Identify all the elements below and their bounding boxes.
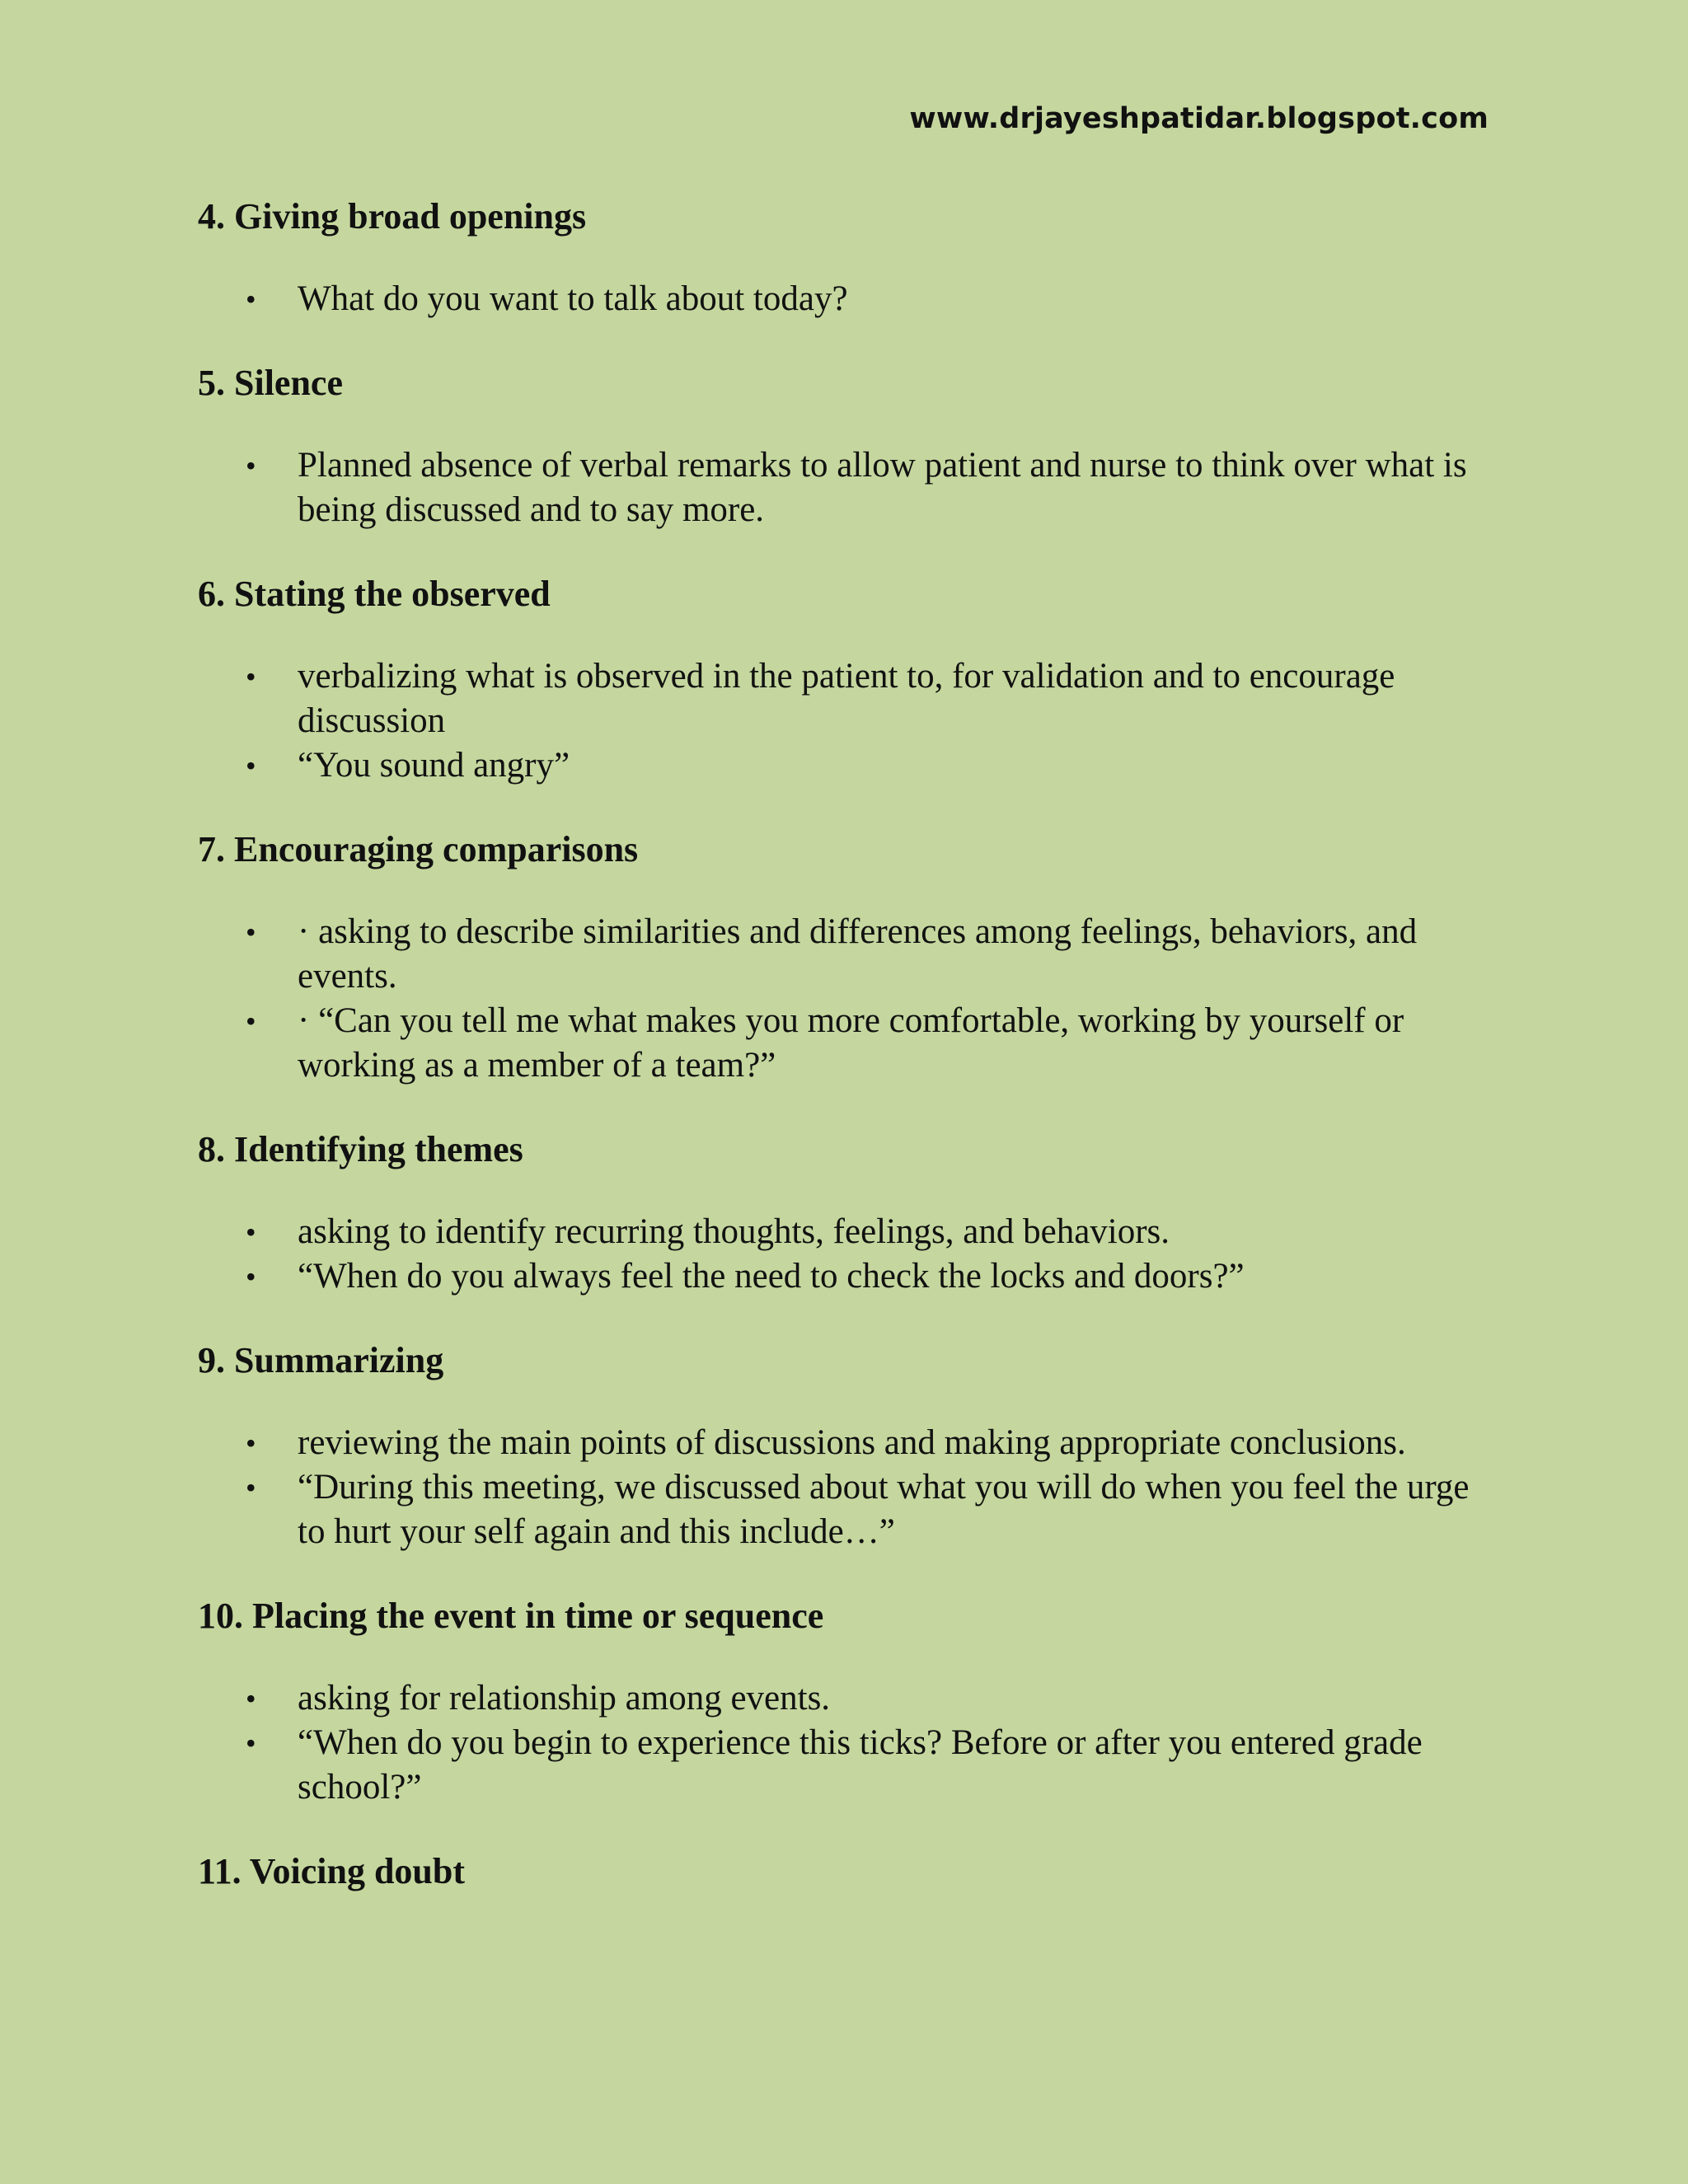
bullet-list (198, 443, 1484, 532)
list-item (246, 277, 1484, 321)
bullet-list (198, 277, 1484, 321)
section-encouraging-comparisons (198, 827, 1484, 1088)
bullet-icon: • (246, 1260, 256, 1293)
bullet-list (198, 1676, 1484, 1810)
list-item-text: asking to identify recurring thoughts, feelings, and behaviors. (298, 1212, 1170, 1251)
section-heading: 11. Voicing doubt (198, 1851, 466, 1891)
bullet-icon: • (246, 749, 256, 782)
section-voicing-doubt (198, 1849, 1484, 1894)
list-item-text: “When do you begin to experience this ticks? Before or after you entered grade school?” (298, 1723, 1423, 1807)
section-heading: 5. Silence (198, 363, 343, 403)
list-item (246, 910, 1484, 999)
section-heading: 10. Placing the event in time or sequence (198, 1596, 824, 1636)
section-stating-the-observed (198, 572, 1484, 788)
list-item (246, 1465, 1484, 1554)
section-heading: 9. Summarizing (198, 1340, 444, 1380)
list-item-text: · “Can you tell me what makes you more comfortable, working by yourself or working as a member of a team?” (298, 1001, 1404, 1085)
list-item (246, 1676, 1484, 1721)
list-item-text: verbalizing what is observed in the patient to, for validation and to encourage discussion (298, 657, 1395, 740)
list-item-text: Planned absence of verbal remarks to allow patient and nurse to think over what is being discussed and to say more. (298, 446, 1467, 529)
list-item-text: What do you want to talk about today? (298, 279, 848, 318)
section-heading: 4. Giving broad openings (198, 196, 587, 237)
bullet-list (198, 654, 1484, 788)
bullet-icon: • (246, 1427, 256, 1460)
list-item-text: asking for relationship among events. (298, 1679, 831, 1718)
list-item (246, 1254, 1484, 1299)
list-item (246, 999, 1484, 1088)
list-item (246, 654, 1484, 743)
list-item (246, 1421, 1484, 1465)
list-item-text: · asking to describe similarities and differences among feelings, behaviors, and events. (298, 912, 1418, 996)
bullet-icon: • (246, 1005, 256, 1038)
bullet-icon: • (246, 916, 256, 949)
bullet-icon: • (246, 449, 256, 482)
document-content (198, 194, 1484, 1933)
section-summarizing (198, 1338, 1484, 1554)
bullet-list (198, 1421, 1484, 1554)
site-url: www.drjayeshpatidar.blogspot.com (909, 102, 1489, 135)
list-item (246, 1210, 1484, 1254)
list-item-text: “You sound angry” (298, 746, 570, 785)
bullet-list (198, 910, 1484, 1088)
bullet-icon: • (246, 283, 256, 316)
section-identifying-themes (198, 1127, 1484, 1299)
section-silence (198, 361, 1484, 532)
section-placing-the-event (198, 1594, 1484, 1810)
list-item (246, 443, 1484, 532)
bullet-icon: • (246, 1682, 256, 1715)
list-item-text: “When do you always feel the need to check the locks and doors?” (298, 1257, 1245, 1296)
section-giving-broad-openings (198, 194, 1484, 321)
list-item (246, 743, 1484, 788)
list-item-text: “During this meeting, we discussed about what you will do when you feel the urge to hurt your self again and this include…” (298, 1468, 1470, 1551)
bullet-icon: • (246, 1727, 256, 1760)
section-heading: 6. Stating the observed (198, 574, 551, 614)
bullet-icon: • (246, 1471, 256, 1504)
bullet-list (198, 1210, 1484, 1299)
section-heading: 7. Encouraging comparisons (198, 829, 639, 869)
bullet-icon: • (246, 1216, 256, 1249)
bullet-icon: • (246, 660, 256, 693)
section-heading: 8. Identifying themes (198, 1129, 523, 1169)
list-item (246, 1721, 1484, 1810)
list-item-text: reviewing the main points of discussions and making appropriate conclusions. (298, 1423, 1406, 1462)
